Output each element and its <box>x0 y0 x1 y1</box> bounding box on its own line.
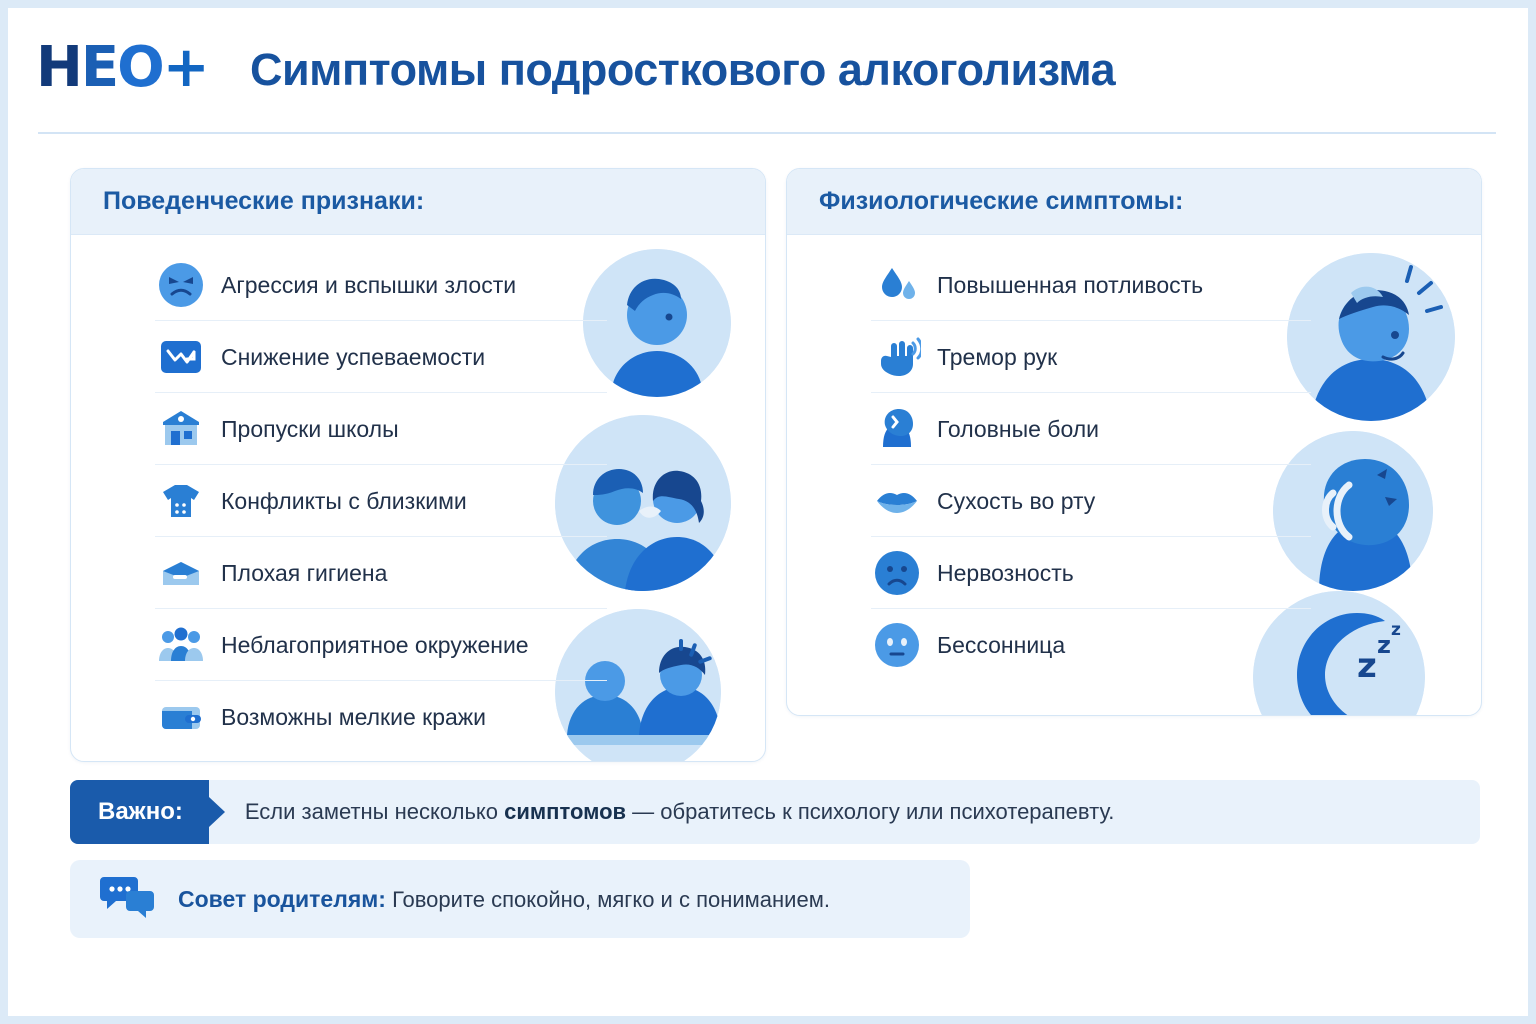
list-item-label: Головные боли <box>937 415 1100 442</box>
group-people-icon <box>155 619 207 671</box>
soap-icon <box>155 547 207 599</box>
list-item-label: Сухость во рту <box>937 487 1096 514</box>
list-item-label: Плохая гигиена <box>221 559 388 586</box>
header <box>8 8 1528 126</box>
behavioral-signs-card <box>70 168 766 762</box>
list-item-label: Нервозность <box>937 559 1074 586</box>
important-badge: Важно: <box>70 780 209 844</box>
list-item-label: Бессонница <box>937 631 1066 658</box>
water-drops-icon <box>871 259 923 311</box>
list-item[interactable] <box>155 249 765 321</box>
svg-text:z: z <box>1357 646 1377 686</box>
wallet-icon <box>155 691 207 743</box>
physiological-card-title: Физиологические симптомы: <box>819 187 1184 215</box>
sleepless-face-icon <box>871 619 923 671</box>
tip-body: Говорите спокойно, мягко и с пониманием. <box>392 886 830 912</box>
svg-text:z: z <box>1391 620 1401 640</box>
list-item[interactable] <box>871 609 1481 681</box>
behavioral-card-title: Поведенческие признаки: <box>103 187 425 215</box>
list-item[interactable] <box>871 465 1481 537</box>
logo-letter-3: О <box>117 35 163 100</box>
lips-icon <box>871 475 923 527</box>
behavioral-card-body <box>71 235 765 753</box>
important-text <box>245 799 1115 825</box>
list-item-label: Неблагоприятное окружение <box>221 631 529 658</box>
shaking-hand-icon <box>871 331 923 383</box>
angry-face-icon <box>155 259 207 311</box>
list-item-label: Возможны мелкие кражи <box>221 703 487 730</box>
list-item-label: Агрессия и вспышки злости <box>221 271 517 298</box>
head-pain-icon <box>871 403 923 455</box>
important-text-after: — обратитесь к психологу или психотерапевту. <box>626 799 1115 824</box>
list-item-label: Пропуски школы <box>221 415 399 442</box>
tshirt-icon <box>155 475 207 527</box>
list-item-label: Снижение успеваемости <box>221 343 486 370</box>
chat-bubbles-icon <box>96 875 158 923</box>
infographic-page <box>8 8 1528 1016</box>
important-text-bold: симптомов <box>504 799 627 824</box>
chart-down-icon <box>155 331 207 383</box>
physiological-card-header <box>787 169 1481 235</box>
list-item-label: Тремор рук <box>937 343 1058 370</box>
physiological-symptoms-card <box>786 168 1482 716</box>
parents-tip <box>70 860 970 938</box>
tip-lead: Совет родителям: <box>178 885 386 912</box>
important-text-before: Если заметны несколько <box>244 799 505 824</box>
list-item[interactable] <box>871 249 1481 321</box>
worried-face-icon <box>871 547 923 599</box>
behavioral-card-header <box>71 169 765 235</box>
list-item[interactable] <box>155 537 765 609</box>
list-item[interactable] <box>155 681 765 753</box>
school-building-icon <box>155 403 207 455</box>
physiological-card-body <box>787 235 1481 686</box>
list-item[interactable] <box>871 537 1481 609</box>
logo-letter-1: Н <box>36 35 81 100</box>
header-divider <box>38 132 1496 134</box>
page-title: Симптомы подросткового алкоголизма <box>250 44 1116 95</box>
list-item[interactable] <box>155 393 765 465</box>
brand-logo <box>36 35 208 100</box>
list-item[interactable] <box>155 465 765 537</box>
list-item[interactable] <box>871 393 1481 465</box>
list-item[interactable] <box>155 321 765 393</box>
list-item-label: Повышенная потливость <box>937 271 1204 298</box>
logo-plus: + <box>162 35 208 100</box>
list-item[interactable] <box>155 609 765 681</box>
list-item[interactable] <box>871 321 1481 393</box>
important-note <box>70 780 1480 844</box>
svg-text:z: z <box>1377 631 1391 659</box>
list-item-label: Конфликты с близкими <box>221 487 467 514</box>
tip-text <box>178 886 830 913</box>
logo-letter-2: Е <box>80 35 118 100</box>
